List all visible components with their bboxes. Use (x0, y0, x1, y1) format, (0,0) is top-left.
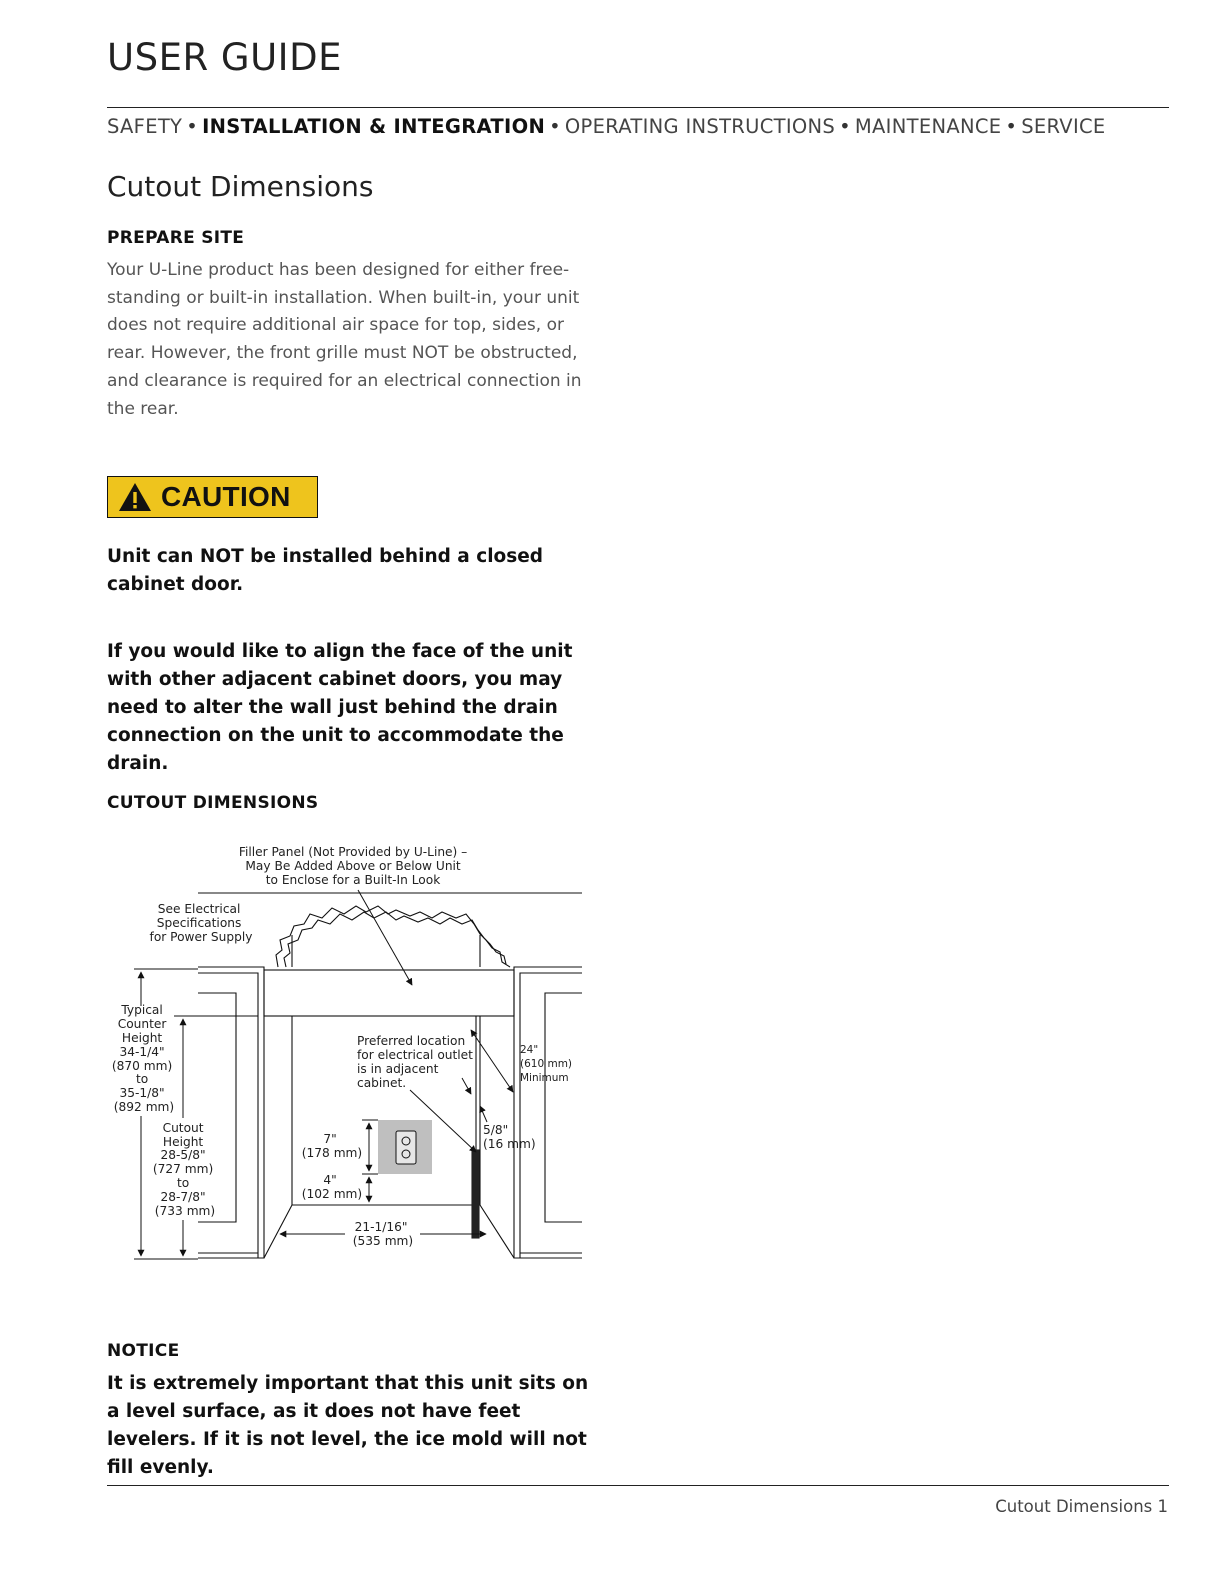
prepare-site-heading: PREPARE SITE (107, 228, 245, 248)
section-navigation (107, 115, 1169, 138)
nav-separator: • (839, 115, 851, 138)
footer-divider (107, 1485, 1169, 1486)
outlet-location-note (357, 1034, 477, 1090)
label-line: 24" (520, 1044, 539, 1056)
document-title: USER GUIDE (107, 36, 342, 79)
notice-heading: NOTICE (107, 1341, 180, 1361)
cutout-dimensions-diagram (100, 835, 590, 1275)
header-divider (107, 107, 1169, 108)
cutout-dimensions-heading: CUTOUT DIMENSIONS (107, 793, 319, 813)
electrical-outlet (378, 1120, 432, 1174)
label-line: Height (121, 1031, 163, 1045)
page-footer-label: Cutout Dimensions 1 (995, 1497, 1168, 1516)
note-line: Specifications (156, 916, 242, 930)
label-line: 35-1/8" (119, 1086, 165, 1100)
label-line: (16 mm) (483, 1137, 536, 1151)
filler-panel-note (239, 845, 471, 887)
label-line: to (135, 1072, 149, 1086)
nav-item-maintenance[interactable]: MAINTENANCE (854, 115, 1002, 138)
note-line: cabinet. (357, 1076, 407, 1090)
label-line: (870 mm) (111, 1059, 173, 1073)
label-line: 34-1/4" (119, 1045, 165, 1059)
counter-height-label (112, 1003, 176, 1114)
label-line: 28-7/8" (160, 1190, 206, 1204)
width-label (353, 1220, 413, 1248)
notice-text: It is extremely important that this unit sits on a level surface, as it does not have feet levelers. If it is not level, the ice mold will not fill evenly. (107, 1373, 589, 1478)
nav-separator: • (1005, 115, 1018, 138)
nav-item-operating-instructions[interactable]: OPERATING INSTRUCTIONS (564, 115, 836, 138)
nav-item-installation-integration[interactable]: INSTALLATION & INTEGRATION (202, 115, 546, 138)
label-line: Cutout (162, 1121, 204, 1135)
label-line: 7" (323, 1132, 337, 1146)
label-line: Minimum (520, 1072, 569, 1084)
note-line: See Electrical (157, 902, 241, 916)
note-line: for Power Supply (149, 930, 253, 944)
warning-triangle-icon (118, 482, 152, 512)
label-line: 4" (323, 1173, 337, 1187)
caution-label: CAUTION (161, 481, 291, 512)
nav-item-service[interactable]: SERVICE (1021, 115, 1106, 138)
nav-separator: • (186, 115, 199, 138)
note-line: is in adjacent (357, 1062, 439, 1076)
caution-text-2: If you would like to align the face of the unit with other adjacent cabinet doors, you may need to alter the wall just behind the drain connection on the unit to accommodate the drain. (107, 641, 573, 774)
label-line: (610 mm) (520, 1058, 573, 1070)
label-line: 5/8" (483, 1123, 509, 1137)
label-line: (892 mm) (113, 1100, 175, 1114)
depth-label (520, 1044, 575, 1084)
label-line: to (176, 1176, 190, 1190)
label-line: 21-1/16" (354, 1220, 408, 1234)
nav-item-safety[interactable]: SAFETY (107, 115, 183, 138)
label-line: Height (162, 1135, 204, 1149)
outlet-offset-label (302, 1173, 362, 1201)
nav-separator: • (549, 115, 561, 138)
cutout-height-label (153, 1121, 217, 1218)
label-line: Typical (121, 1003, 163, 1017)
gap-label (483, 1123, 536, 1151)
label-line: Counter (117, 1017, 167, 1031)
note-line: May Be Added Above or Below Unit (245, 859, 461, 873)
prepare-site-body: Your U-Line product has been designed for either free-standing or built-in installation. When built-in, your unit does not require additional air space for top, sides, or rear. However, the front grille must NOT be obstructed, and clearance is required for an electrical connection in the rear. (107, 260, 582, 419)
label-line: 28-5/8" (160, 1148, 206, 1162)
note-line: Preferred location (357, 1034, 466, 1048)
label-line: (733 mm) (154, 1204, 216, 1218)
label-line: (727 mm) (152, 1162, 214, 1176)
label-line: (102 mm) (301, 1187, 363, 1201)
label-line: (535 mm) (352, 1234, 414, 1248)
section-title: Cutout Dimensions (107, 170, 374, 203)
note-line: to Enclose for a Built-In Look (265, 873, 441, 887)
caution-text-1: Unit can NOT be installed behind a closed cabinet door. (107, 546, 544, 595)
label-line: (178 mm) (301, 1146, 363, 1160)
note-line: Filler Panel (Not Provided by U-Line) – (238, 845, 468, 859)
caution-badge (107, 476, 318, 518)
outlet-height-label (302, 1132, 362, 1160)
note-line: for electrical outlet (357, 1048, 473, 1062)
electrical-spec-note (150, 902, 253, 944)
